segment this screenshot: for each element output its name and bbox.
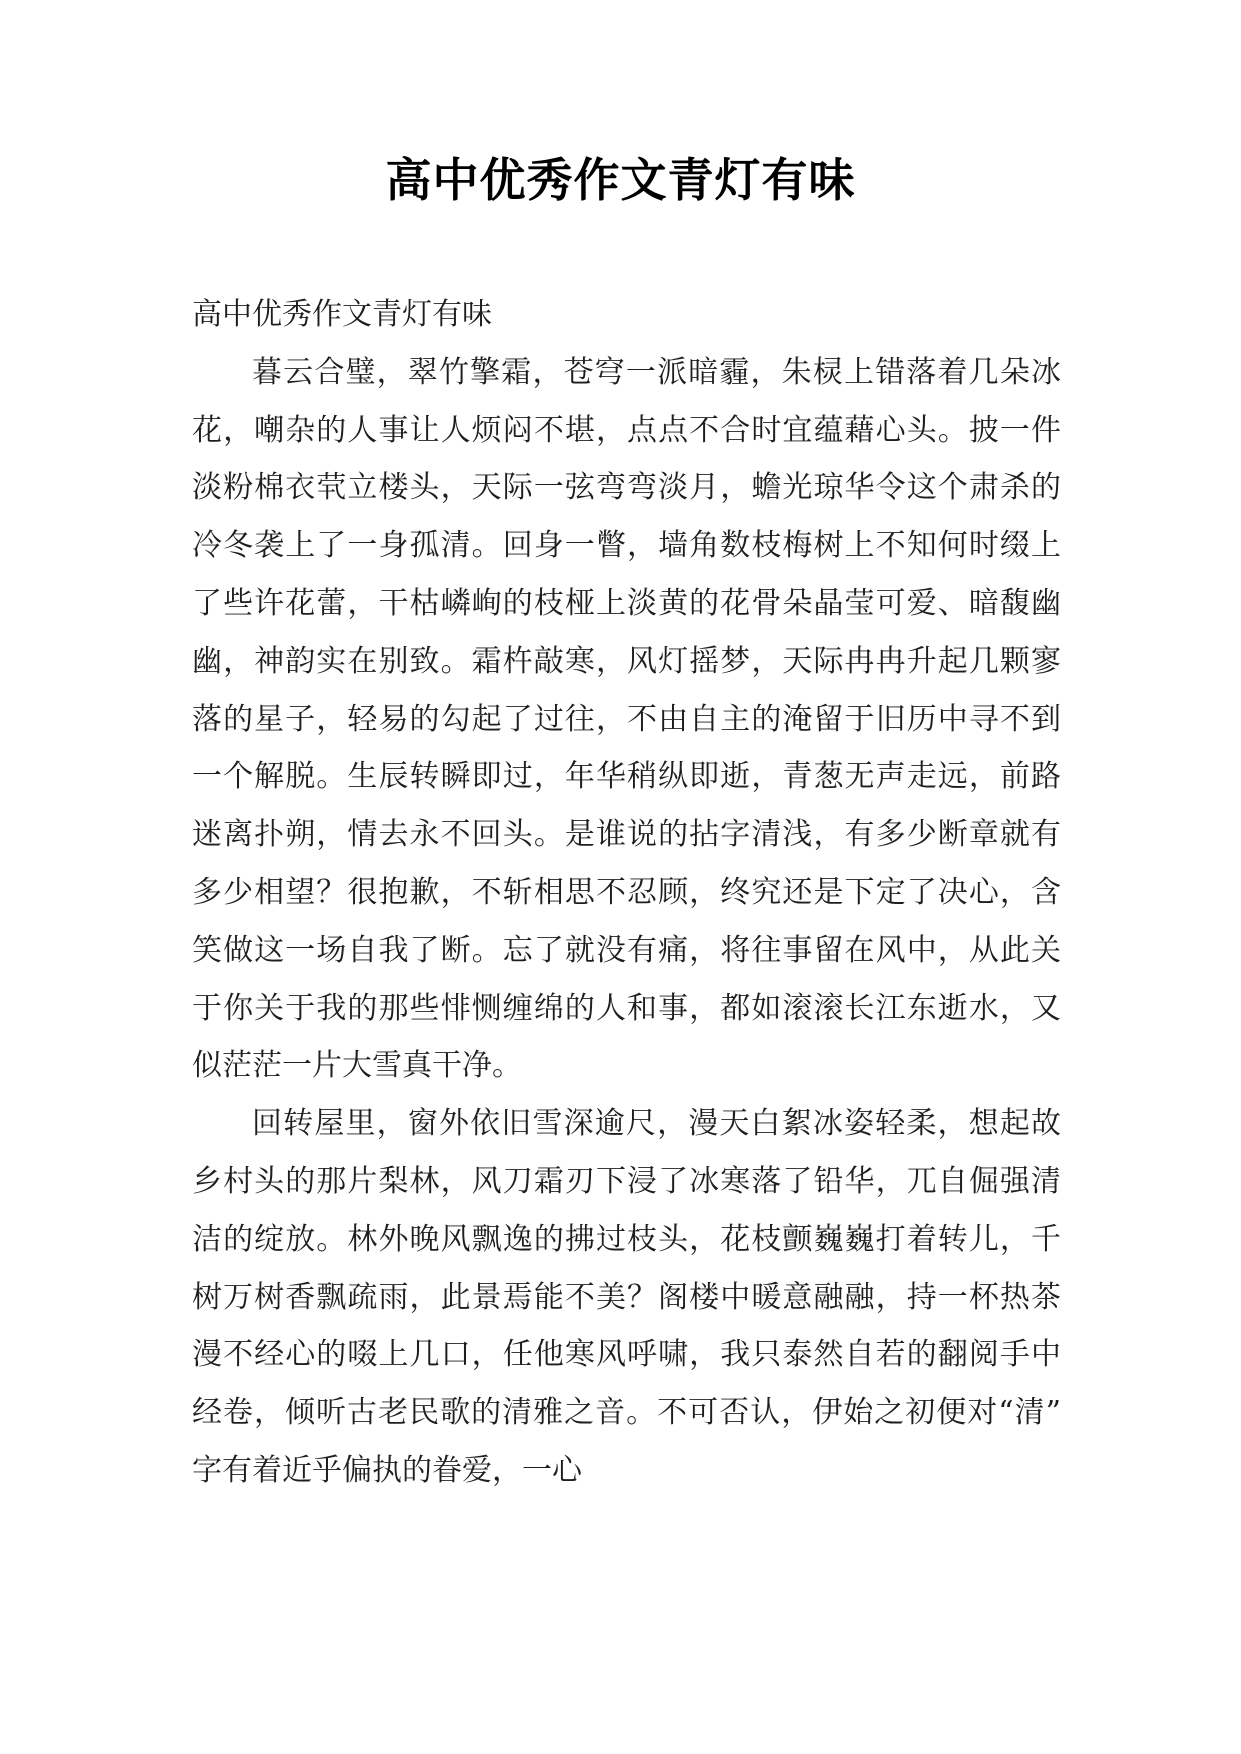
document-subtitle: 高中优秀作文青灯有味 <box>192 297 492 332</box>
body-paragraph-2: 回转屋里，窗外依旧雪深逾尺，漫天白絮冰姿轻柔，想起故乡村头的那片梨林，风刀霜刃下浸了冰寒落了铅华，兀自倔强清洁的绽放。林外晚风飘逸的拂过枝头，花枝颤巍巍打着转儿，千树万树香飘疏雨，此景焉能不美？阁楼中暖意融融，持一杯热茶漫不经心的啜上几口，任他寒风呼啸，我只泰然自若的翻阅手中经卷，倾听古老民歌的清雅之音。不可否认，伊始之初便对“清”字有着近乎偏执的眷爱，一心 <box>192 1106 1061 1488</box>
body-paragraph-1: 暮云合璧，翠竹擎霜，苍穹一派暗霾，朱棂上错落着几朵冰花，嘲杂的人事让人烦闷不堪，点点不合时宜蕴藉心头。披一件淡粉棉衣茕立楼头，天际一弦弯弯淡月，蟾光琼华令这个肃杀的冷冬袭上了一身孤清。回身一瞥，墙角数枝梅树上不知何时缀上了些许花蕾，干枯嶙峋的枝桠上淡黄的花骨朵晶莹可爱、暗馥幽幽，神韵实在别致。霜杵敲寒，风灯摇梦，天际冉冉升起几颗寥落的星子，轻易的勾起了过往，不由自主的淹留于旧历中寻不到一个解脱。生辰转瞬即过，年华稍纵即逝，青葱无声走远，前路迷离扑朔，情去永不回头。是谁说的拈字清浅，有多少断章就有多少相望？很抱歉，不斩相思不忍顾，终究还是下定了决心，含笑做这一场自我了断。忘了就没有痛，将往事留在风中，从此关于你关于我的那些悱恻缠绵的人和事，都如滚滚长江东逝水，又似茫茫一片大雪真干净。 <box>192 354 1061 1084</box>
document-body <box>192 286 1061 1500</box>
document-title: 高中优秀作文青灯有味 <box>385 153 856 207</box>
